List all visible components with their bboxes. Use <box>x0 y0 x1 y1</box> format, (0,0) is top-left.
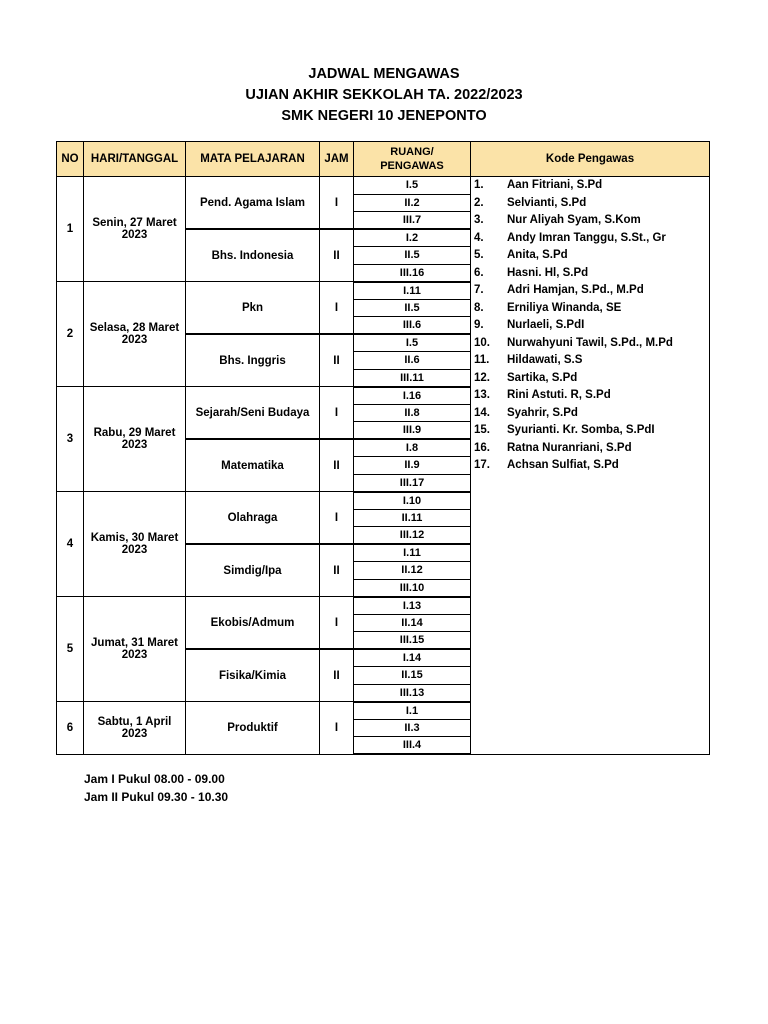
day-date-line-1: Kamis, 30 Maret <box>90 532 179 544</box>
day-date <box>84 702 186 755</box>
room-cell: III.12 <box>354 527 471 545</box>
pengawas-name: Andy Imran Tanggu, S.St., Gr <box>507 231 666 244</box>
header-ruang-line-2: PENGAWAS <box>380 160 444 172</box>
room-cell: II.11 <box>354 509 471 527</box>
room-cell: III.15 <box>354 632 471 650</box>
header-kode-pengawas: Kode Pengawas <box>471 142 710 177</box>
day-date <box>84 597 186 702</box>
room-cell: I.5 <box>354 177 471 195</box>
pengawas-name: Aan Fitriani, S.Pd <box>507 179 603 191</box>
pengawas-number: 3. <box>474 214 484 226</box>
room-cell: III.17 <box>354 474 471 492</box>
subject-name: Pend. Agama Islam <box>186 177 320 230</box>
subject-jam: II <box>320 544 354 597</box>
pengawas-name: Achsan Sulfiat, S.Pd <box>507 459 619 471</box>
list-item <box>471 352 709 370</box>
pengawas-name: Hildawati, S.S <box>507 354 583 366</box>
room-cell: I.8 <box>354 439 471 457</box>
day-number: 4 <box>57 492 84 597</box>
pengawas-number: 5. <box>474 249 484 261</box>
list-item <box>471 370 709 388</box>
subject-name: Olahraga <box>186 492 320 545</box>
table-row <box>57 177 710 195</box>
title-line-3: SMK NEGERI 10 JENEPONTO <box>281 108 487 124</box>
subject-name: Sejarah/Seni Budaya <box>186 387 320 440</box>
pengawas-number: 15. <box>474 424 490 436</box>
list-item <box>471 282 709 300</box>
pengawas-number: 17. <box>474 459 490 471</box>
schedule-body <box>57 177 710 755</box>
day-date-line-1: Rabu, 29 Maret <box>93 427 176 439</box>
list-item <box>471 440 709 458</box>
room-cell: I.1 <box>354 702 471 720</box>
list-item <box>471 317 709 335</box>
list-item <box>471 387 709 405</box>
pengawas-number: 14. <box>474 406 490 419</box>
header-no: NO <box>57 142 84 177</box>
pengawas-name: Hasni. Hl, S.Pd <box>507 266 589 279</box>
subject-jam: I <box>320 492 354 545</box>
day-date <box>84 282 186 387</box>
subject-name: Bhs. Inggris <box>186 334 320 387</box>
room-cell: II.12 <box>354 562 471 580</box>
pengawas-number: 12. <box>474 371 490 384</box>
day-date-line-2: 2023 <box>121 439 148 451</box>
subject-jam: II <box>320 229 354 282</box>
day-date <box>84 492 186 597</box>
header-mata-pelajaran: MATA PELAJARAN <box>186 142 320 177</box>
day-date-line-2: 2023 <box>121 649 148 661</box>
pengawas-number: 2. <box>474 196 484 209</box>
subject-name: Simdig/Ipa <box>186 544 320 597</box>
room-cell: I.10 <box>354 492 471 510</box>
list-item <box>471 422 709 440</box>
room-cell: III.16 <box>354 264 471 282</box>
subject-name: Fisika/Kimia <box>186 649 320 702</box>
note-jam-2: Jam II Pukul 09.30 - 10.30 <box>84 790 229 804</box>
day-date-line-1: Sabtu, 1 April <box>97 715 172 728</box>
day-number: 5 <box>57 597 84 702</box>
day-date-line-2: 2023 <box>121 727 148 740</box>
pengawas-number: 16. <box>474 441 490 454</box>
pengawas-name: Nur Aliyah Syam, S.Kom <box>507 214 641 226</box>
pengawas-number: 1. <box>474 179 484 191</box>
list-item <box>471 177 709 195</box>
subject-name: Produktif <box>186 702 320 755</box>
pengawas-name: Anita, S.Pd <box>507 249 568 261</box>
pengawas-name: Ratna Nuranriani, S.Pd <box>507 441 632 454</box>
list-item <box>471 405 709 423</box>
pengawas-name: Erniliya Winanda, SE <box>507 301 622 314</box>
subject-name: Bhs. Indonesia <box>186 229 320 282</box>
header-hari-tanggal: HARI/TANGGAL <box>84 142 186 177</box>
subject-jam: I <box>320 597 354 650</box>
room-cell: II.2 <box>354 194 471 212</box>
list-item <box>471 212 709 230</box>
day-date-line-2: 2023 <box>121 334 148 346</box>
note-jam-1: Jam I Pukul 08.00 - 09.00 <box>84 772 225 786</box>
header-ruang-line-1: RUANG/ <box>390 146 434 158</box>
title-line-2: UJIAN AKHIR SEKKOLAH TA. 2022/2023 <box>245 87 523 103</box>
room-cell: II.5 <box>354 299 471 317</box>
schedule-table <box>56 141 710 755</box>
pengawas-number: 8. <box>474 301 484 314</box>
pengawas-name: Nurwahyuni Tawil, S.Pd., M.Pd <box>507 336 673 349</box>
room-cell: II.9 <box>354 457 471 475</box>
pengawas-name: Syahrir, S.Pd <box>507 406 578 419</box>
subject-name: Pkn <box>186 282 320 335</box>
list-item <box>471 300 709 318</box>
room-cell: II.6 <box>354 352 471 370</box>
room-cell: III.7 <box>354 212 471 230</box>
day-number: 1 <box>57 177 84 282</box>
day-date-line-1: Jumat, 31 Maret <box>91 637 178 649</box>
day-date <box>84 177 186 282</box>
day-date-line-1: Selasa, 28 Maret <box>89 322 180 334</box>
room-cell: I.13 <box>354 597 471 615</box>
room-cell: II.15 <box>354 667 471 685</box>
subject-jam: I <box>320 177 354 230</box>
list-item <box>471 230 709 248</box>
pengawas-number: 9. <box>474 319 484 331</box>
list-item <box>471 247 709 265</box>
day-date <box>84 387 186 492</box>
day-date-line-2: 2023 <box>121 229 148 241</box>
room-cell: I.11 <box>354 282 471 300</box>
kode-pengawas-list <box>471 177 710 755</box>
room-cell: III.6 <box>354 317 471 335</box>
room-cell: I.5 <box>354 334 471 352</box>
day-number: 6 <box>57 702 84 755</box>
room-cell: II.8 <box>354 404 471 422</box>
pengawas-number: 10. <box>474 336 490 349</box>
pengawas-number: 13. <box>474 389 490 401</box>
subject-name: Ekobis/Admum <box>186 597 320 650</box>
pengawas-number: 7. <box>474 284 484 296</box>
room-cell: III.4 <box>354 737 471 755</box>
list-item <box>471 195 709 213</box>
pengawas-name: Selvianti, S.Pd <box>507 196 587 209</box>
pengawas-list <box>471 177 709 475</box>
room-cell: III.10 <box>354 579 471 597</box>
subject-jam: I <box>320 387 354 440</box>
day-number: 3 <box>57 387 84 492</box>
room-cell: III.13 <box>354 684 471 702</box>
room-cell: I.11 <box>354 544 471 562</box>
list-item <box>471 265 709 283</box>
room-cell: III.11 <box>354 369 471 387</box>
table-header-row <box>57 142 710 177</box>
day-date-line-1: Senin, 27 Maret <box>92 217 177 229</box>
pengawas-number: 11. <box>474 354 490 366</box>
header-ruang-pengawas <box>354 142 471 177</box>
pengawas-name: Syurianti. Kr. Somba, S.PdI <box>507 424 655 436</box>
room-cell: III.9 <box>354 422 471 440</box>
pengawas-number: 6. <box>474 266 484 279</box>
pengawas-number: 4. <box>474 231 484 244</box>
time-notes <box>84 770 228 806</box>
room-cell: I.16 <box>354 387 471 405</box>
subject-jam: II <box>320 649 354 702</box>
subject-jam: I <box>320 702 354 755</box>
room-cell: II.5 <box>354 247 471 265</box>
document-title <box>0 64 768 127</box>
pengawas-name: Rini Astuti. R, S.Pd <box>507 389 611 401</box>
list-item <box>471 457 709 475</box>
room-cell: II.3 <box>354 719 471 737</box>
day-date-line-2: 2023 <box>121 544 148 556</box>
title-line-1: JADWAL MENGAWAS <box>308 66 460 82</box>
pengawas-name: Sartika, S.Pd <box>507 371 578 384</box>
list-item <box>471 335 709 353</box>
pengawas-name: Adri Hamjan, S.Pd., M.Pd <box>507 284 644 296</box>
subject-jam: II <box>320 334 354 387</box>
day-number: 2 <box>57 282 84 387</box>
subject-jam: I <box>320 282 354 335</box>
pengawas-name: Nurlaeli, S.PdI <box>507 319 585 331</box>
header-jam: JAM <box>320 142 354 177</box>
room-cell: I.2 <box>354 229 471 247</box>
subject-jam: II <box>320 439 354 492</box>
subject-name: Matematika <box>186 439 320 492</box>
room-cell: I.14 <box>354 649 471 667</box>
room-cell: II.14 <box>354 614 471 632</box>
